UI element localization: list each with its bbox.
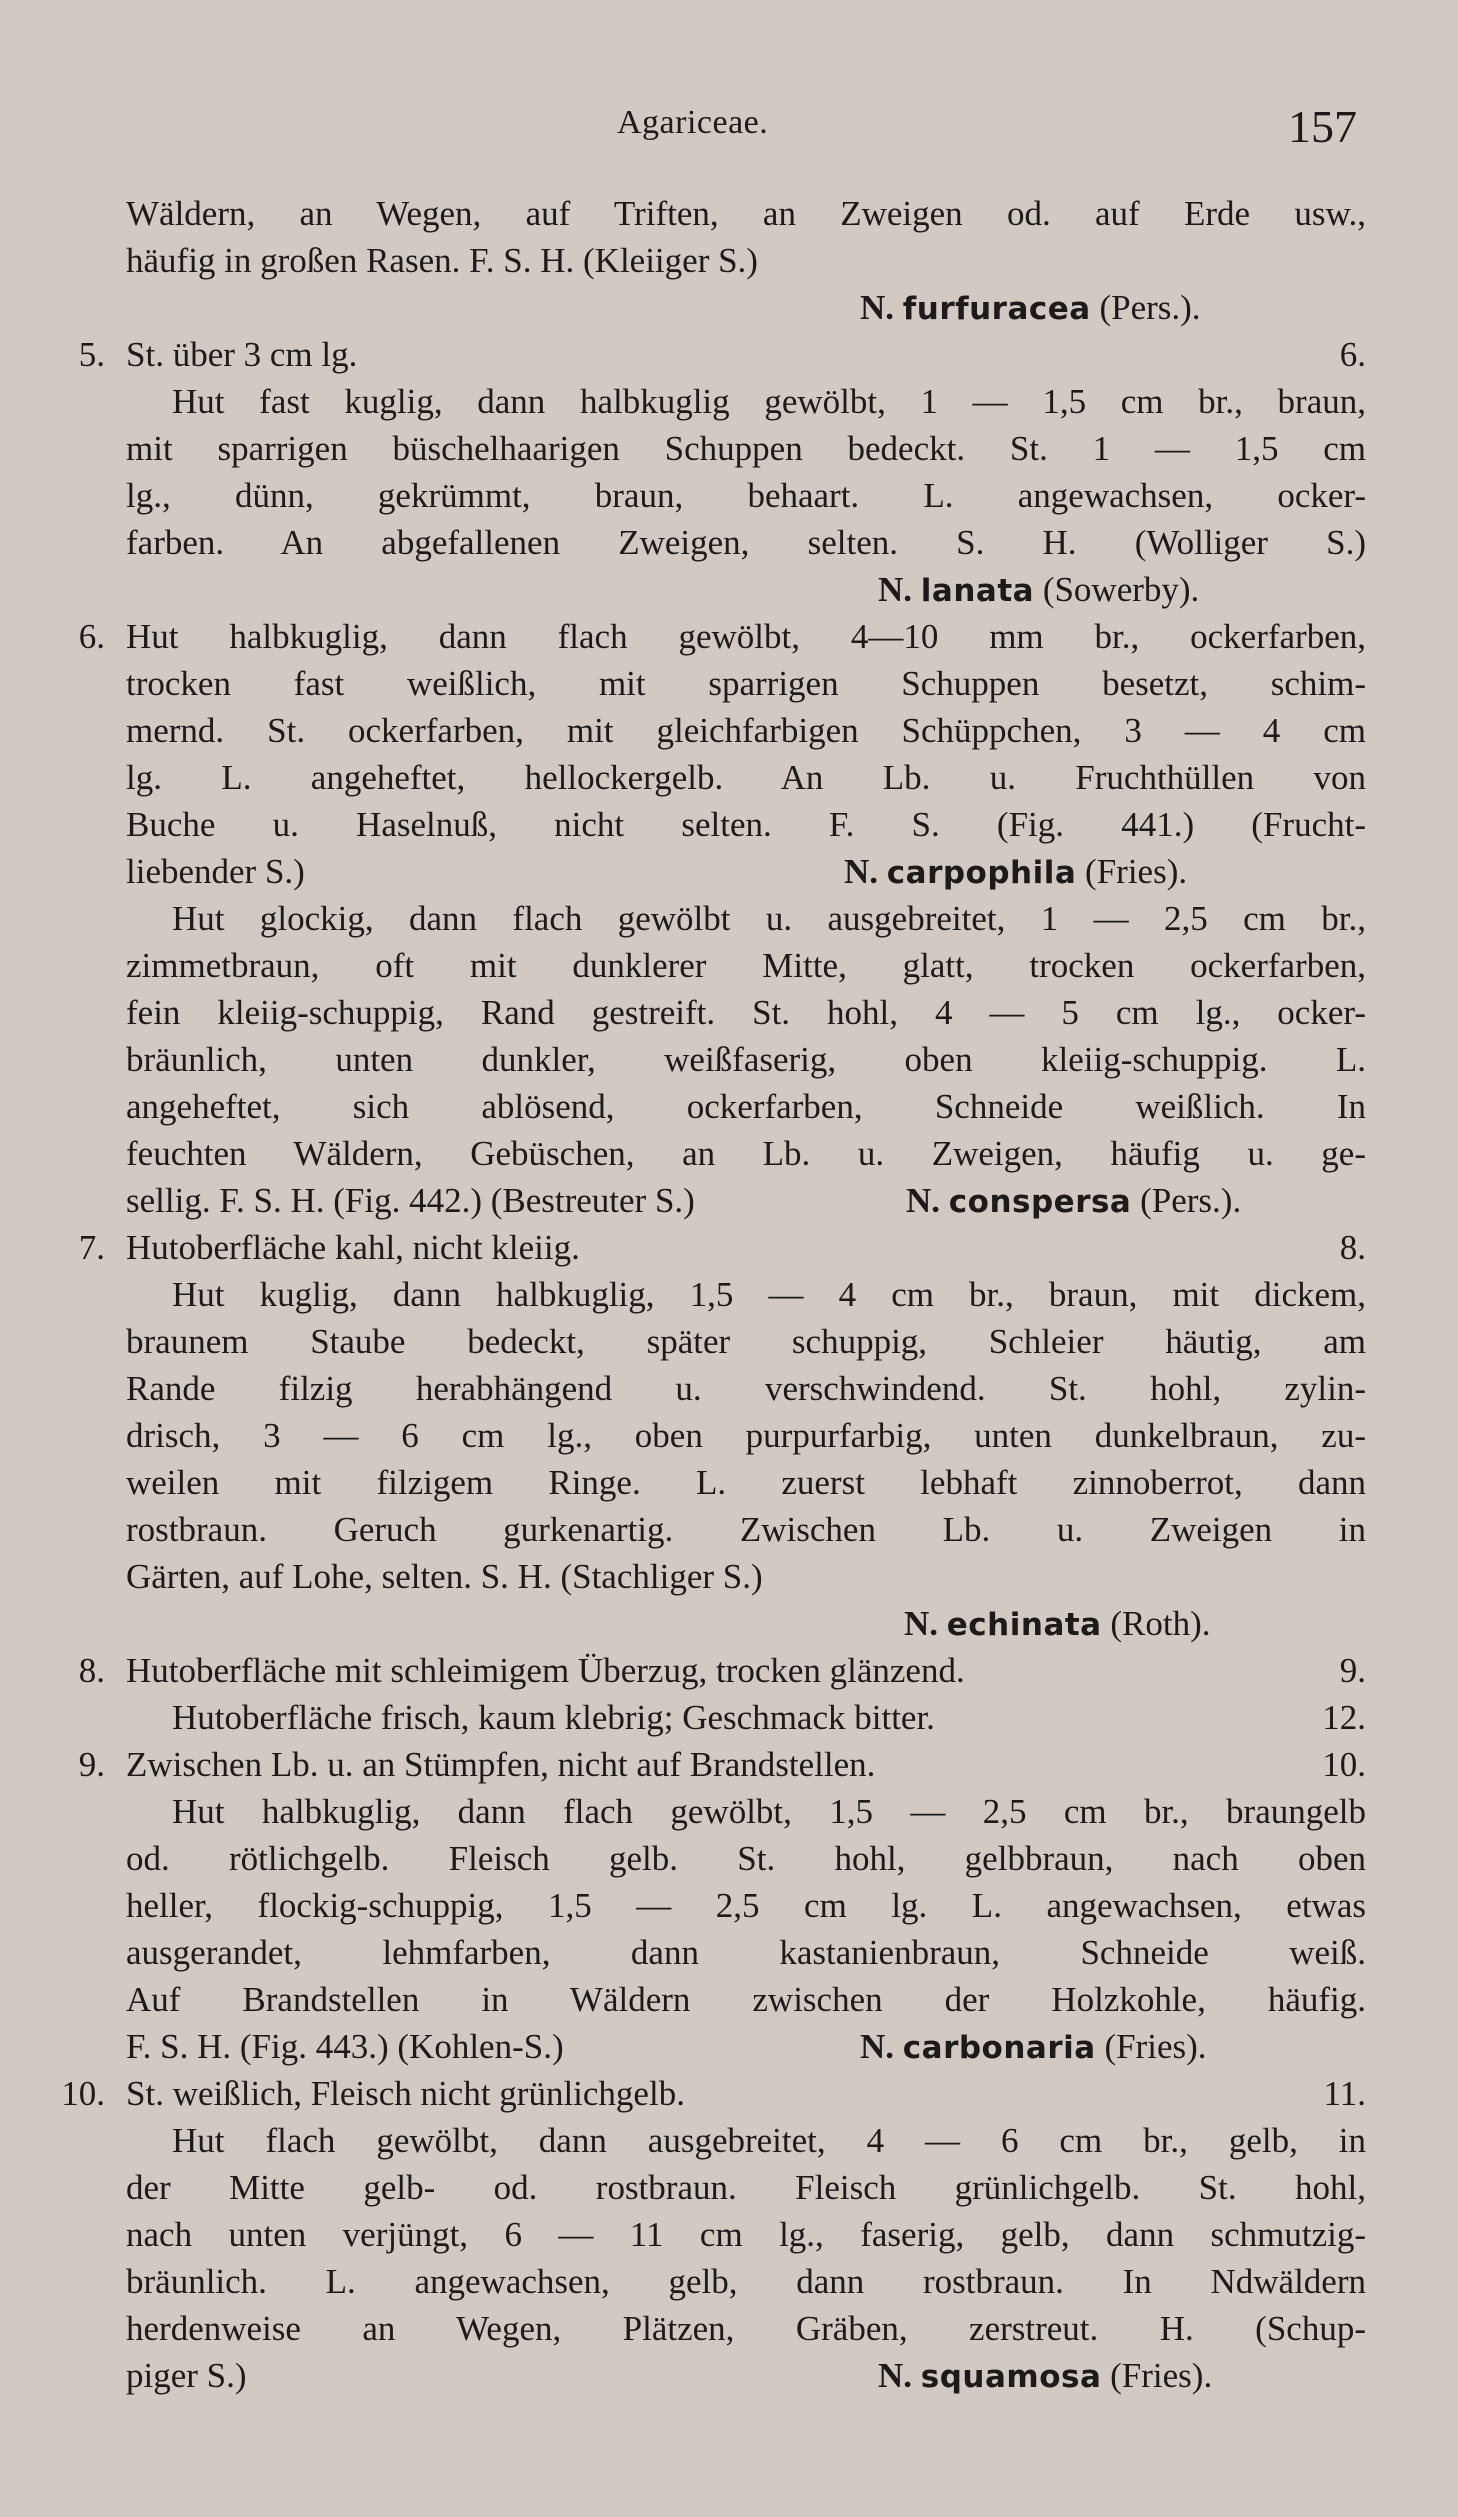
line-text: ausgerandet, lehmfarben, dann kastanienbraun, Schneide weiß. bbox=[126, 1933, 1366, 1972]
line-text: Hutoberfläche frisch, kaum klebrig; Geschmack bitter. bbox=[172, 1698, 935, 1737]
text-line bbox=[0, 707, 1458, 754]
couplet-number: 7. bbox=[78, 1228, 105, 1267]
line-text: lg., dünn, gekrümmt, braun, behaart. L. angewachsen, ocker- bbox=[126, 476, 1366, 515]
text-line bbox=[0, 1365, 1458, 1412]
text-line bbox=[0, 1788, 1458, 1835]
text-line bbox=[0, 2305, 1458, 2352]
line-text: Hut halbkuglig, dann flach gewölbt, 4—10 mm br., ockerfarben, bbox=[126, 617, 1366, 656]
text-line bbox=[0, 1929, 1458, 1976]
text-line bbox=[0, 1506, 1458, 1553]
text-line bbox=[0, 801, 1458, 848]
text-line bbox=[0, 754, 1458, 801]
couplet-number: 6. bbox=[78, 617, 105, 656]
species-genus: N. bbox=[906, 1181, 941, 1220]
line-text: lg. L. angeheftet, hellockergelb. An Lb. u. Fruchthüllen von bbox=[126, 758, 1366, 797]
species-epithet: conspersa bbox=[948, 1184, 1132, 1220]
text-line bbox=[0, 1412, 1458, 1459]
line-text: St. weißlich, Fleisch nicht grünlichgelb. bbox=[126, 2074, 685, 2113]
key-couplet-line bbox=[0, 1224, 1458, 1271]
species-line bbox=[0, 284, 1458, 331]
species-author: (Fries). bbox=[1085, 852, 1188, 891]
species-name bbox=[906, 1177, 1241, 1226]
line-text: liebender S.) bbox=[126, 852, 305, 891]
text-line bbox=[0, 472, 1458, 519]
text-line bbox=[0, 1882, 1458, 1929]
line-text: häufig in großen Rasen. F. S. H. (Kleiiger S.) bbox=[126, 241, 758, 280]
page-header bbox=[0, 100, 1458, 160]
species-epithet: carbonaria bbox=[902, 2030, 1096, 2066]
line-text: heller, flockig-schuppig, 1,5 — 2,5 cm lg. L. angewachsen, etwas bbox=[126, 1886, 1366, 1925]
key-couplet-line bbox=[0, 1694, 1458, 1741]
line-text: trocken fast weißlich, mit sparrigen Schuppen besetzt, schim- bbox=[126, 664, 1366, 703]
line-text: farben. An abgefallenen Zweigen, selten. S. H. (Wolliger S.) bbox=[126, 523, 1366, 562]
line-text: angeheftet, sich ablösend, ockerfarben, Schneide weißlich. In bbox=[126, 1087, 1366, 1126]
species-line bbox=[0, 566, 1458, 613]
species-epithet: lanata bbox=[920, 573, 1035, 609]
line-text: bräunlich, unten dunkler, weißfaserig, oben kleiig-schuppig. L. bbox=[126, 1040, 1366, 1079]
line-text: der Mitte gelb- od. rostbraun. Fleisch grünlichgelb. St. hohl, bbox=[126, 2168, 1366, 2207]
species-line bbox=[0, 1177, 1458, 1224]
couplet-number: 8. bbox=[78, 1651, 105, 1690]
text-line bbox=[0, 1976, 1458, 2023]
couplet-reference: 11. bbox=[1323, 2074, 1366, 2113]
couplet-reference: 6. bbox=[1339, 335, 1366, 374]
text-line bbox=[0, 660, 1458, 707]
key-couplet-line bbox=[0, 1741, 1458, 1788]
species-line bbox=[0, 2352, 1458, 2399]
line-text: Hut fast kuglig, dann halbkuglig gewölbt, 1 — 1,5 cm br., braun, bbox=[172, 382, 1366, 421]
species-author: (Sowerby). bbox=[1042, 570, 1200, 609]
text-line bbox=[0, 237, 1458, 284]
line-text: herdenweise an Wegen, Plätzen, Gräben, zerstreut. H. (Schup- bbox=[126, 2309, 1366, 2348]
species-genus: N. bbox=[904, 1604, 939, 1643]
species-name bbox=[878, 2352, 1212, 2401]
key-text-body bbox=[0, 190, 1458, 2399]
couplet-reference: 8. bbox=[1339, 1228, 1366, 1267]
text-line bbox=[0, 2258, 1458, 2305]
key-couplet-line bbox=[0, 1647, 1458, 1694]
species-name bbox=[878, 566, 1199, 615]
species-line bbox=[0, 848, 1458, 895]
line-text: Buche u. Haselnuß, nicht selten. F. S. (Fig. 441.) (Frucht- bbox=[126, 805, 1366, 844]
line-text: feuchten Wäldern, Gebüschen, an Lb. u. Zweigen, häufig u. ge- bbox=[126, 1134, 1366, 1173]
line-text: drisch, 3 — 6 cm lg., oben purpurfarbig, unten dunkelbraun, zu- bbox=[126, 1416, 1366, 1455]
text-line bbox=[0, 1459, 1458, 1506]
couplet-reference: 10. bbox=[1322, 1745, 1366, 1784]
line-text: weilen mit filzigem Ringe. L. zuerst lebhaft zinnoberrot, dann bbox=[126, 1463, 1366, 1502]
species-genus: N. bbox=[844, 852, 879, 891]
line-text: fein kleiig-schuppig, Rand gestreift. St. hohl, 4 — 5 cm lg., ocker- bbox=[126, 993, 1366, 1032]
text-line bbox=[0, 2164, 1458, 2211]
species-line bbox=[0, 2023, 1458, 2070]
species-genus: N. bbox=[860, 2027, 895, 2066]
line-text: mernd. St. ockerfarben, mit gleichfarbigen Schüppchen, 3 — 4 cm bbox=[126, 711, 1366, 750]
line-text: Auf Brandstellen in Wäldern zwischen der Holzkohle, häufig. bbox=[126, 1980, 1366, 2019]
text-line bbox=[0, 989, 1458, 1036]
line-text: Hut glockig, dann flach gewölbt u. ausgebreitet, 1 — 2,5 cm br., bbox=[172, 899, 1366, 938]
species-epithet: squamosa bbox=[920, 2359, 1102, 2395]
text-line bbox=[0, 519, 1458, 566]
line-text: Hut halbkuglig, dann flach gewölbt, 1,5 — 2,5 cm br., braungelb bbox=[172, 1792, 1366, 1831]
key-couplet-line bbox=[0, 2070, 1458, 2117]
line-text: od. rötlichgelb. Fleisch gelb. St. hohl, gelbbraun, nach oben bbox=[126, 1839, 1366, 1878]
line-text: Hutoberfläche mit schleimigem Überzug, trocken glänzend. bbox=[126, 1651, 965, 1690]
species-author: (Pers.). bbox=[1140, 1181, 1242, 1220]
text-line bbox=[0, 1130, 1458, 1177]
line-text: bräunlich. L. angewachsen, gelb, dann rostbraun. In Ndwäldern bbox=[126, 2262, 1366, 2301]
species-epithet: furfuracea bbox=[902, 291, 1091, 327]
species-line bbox=[0, 1600, 1458, 1647]
couplet-number: 5. bbox=[78, 335, 105, 374]
text-line bbox=[0, 1835, 1458, 1882]
couplet-number: 9. bbox=[78, 1745, 105, 1784]
line-text: Wäldern, an Wegen, auf Triften, an Zweigen od. auf Erde usw., bbox=[126, 194, 1366, 233]
text-line bbox=[0, 2117, 1458, 2164]
text-line bbox=[0, 942, 1458, 989]
text-line bbox=[0, 1036, 1458, 1083]
text-line bbox=[0, 1318, 1458, 1365]
species-name bbox=[904, 1600, 1211, 1649]
line-text: zimmetbraun, oft mit dunklerer Mitte, glatt, trocken ockerfarben, bbox=[126, 946, 1366, 985]
running-title: Agariceae. bbox=[617, 104, 769, 141]
key-couplet-line bbox=[0, 613, 1458, 660]
text-line bbox=[0, 378, 1458, 425]
text-line bbox=[0, 2211, 1458, 2258]
text-line bbox=[0, 425, 1458, 472]
line-text: sellig. F. S. H. (Fig. 442.) (Bestreuter S.) bbox=[126, 1181, 695, 1220]
line-text: Rande filzig herabhängend u. verschwindend. St. hohl, zylin- bbox=[126, 1369, 1366, 1408]
line-text: mit sparrigen büschelhaarigen Schuppen bedeckt. St. 1 — 1,5 cm bbox=[126, 429, 1366, 468]
key-couplet-line bbox=[0, 331, 1458, 378]
text-line bbox=[0, 1553, 1458, 1600]
line-text: St. über 3 cm lg. bbox=[126, 335, 358, 374]
species-epithet: echinata bbox=[946, 1607, 1102, 1643]
species-genus: N. bbox=[878, 2356, 913, 2395]
line-text: Hutoberfläche kahl, nicht kleiig. bbox=[126, 1228, 580, 1267]
couplet-reference: 12. bbox=[1322, 1698, 1366, 1737]
line-text: F. S. H. (Fig. 443.) (Kohlen-S.) bbox=[126, 2027, 564, 2066]
species-author: (Roth). bbox=[1110, 1604, 1211, 1643]
line-text: braunem Staube bedeckt, später schuppig, Schleier häutig, am bbox=[126, 1322, 1366, 1361]
species-author: (Fries). bbox=[1110, 2356, 1213, 2395]
line-text: piger S.) bbox=[126, 2356, 247, 2395]
species-name bbox=[860, 2023, 1207, 2072]
species-author: (Pers.). bbox=[1099, 288, 1201, 327]
text-line bbox=[0, 1083, 1458, 1130]
text-line bbox=[0, 1271, 1458, 1318]
line-text: Gärten, auf Lohe, selten. S. H. (Stachliger S.) bbox=[126, 1557, 763, 1596]
species-name bbox=[860, 284, 1201, 333]
text-line bbox=[0, 190, 1458, 237]
page-number: 157 bbox=[1288, 101, 1357, 152]
text-line bbox=[0, 895, 1458, 942]
couplet-number: 10. bbox=[61, 2074, 105, 2113]
species-name bbox=[844, 848, 1187, 897]
species-genus: N. bbox=[860, 288, 895, 327]
line-text: rostbraun. Geruch gurkenartig. Zwischen Lb. u. Zweigen in bbox=[126, 1510, 1366, 1549]
line-text: nach unten verjüngt, 6 — 11 cm lg., faserig, gelb, dann schmutzig- bbox=[126, 2215, 1366, 2254]
line-text: Hut flach gewölbt, dann ausgebreitet, 4 — 6 cm br., gelb, in bbox=[172, 2121, 1366, 2160]
line-text: Hut kuglig, dann halbkuglig, 1,5 — 4 cm br., braun, mit dickem, bbox=[172, 1275, 1366, 1314]
species-epithet: carpophila bbox=[886, 855, 1077, 891]
couplet-reference: 9. bbox=[1339, 1651, 1366, 1690]
line-text: Zwischen Lb. u. an Stümpfen, nicht auf Brandstellen. bbox=[126, 1745, 876, 1784]
species-genus: N. bbox=[878, 570, 913, 609]
species-author: (Fries). bbox=[1104, 2027, 1207, 2066]
